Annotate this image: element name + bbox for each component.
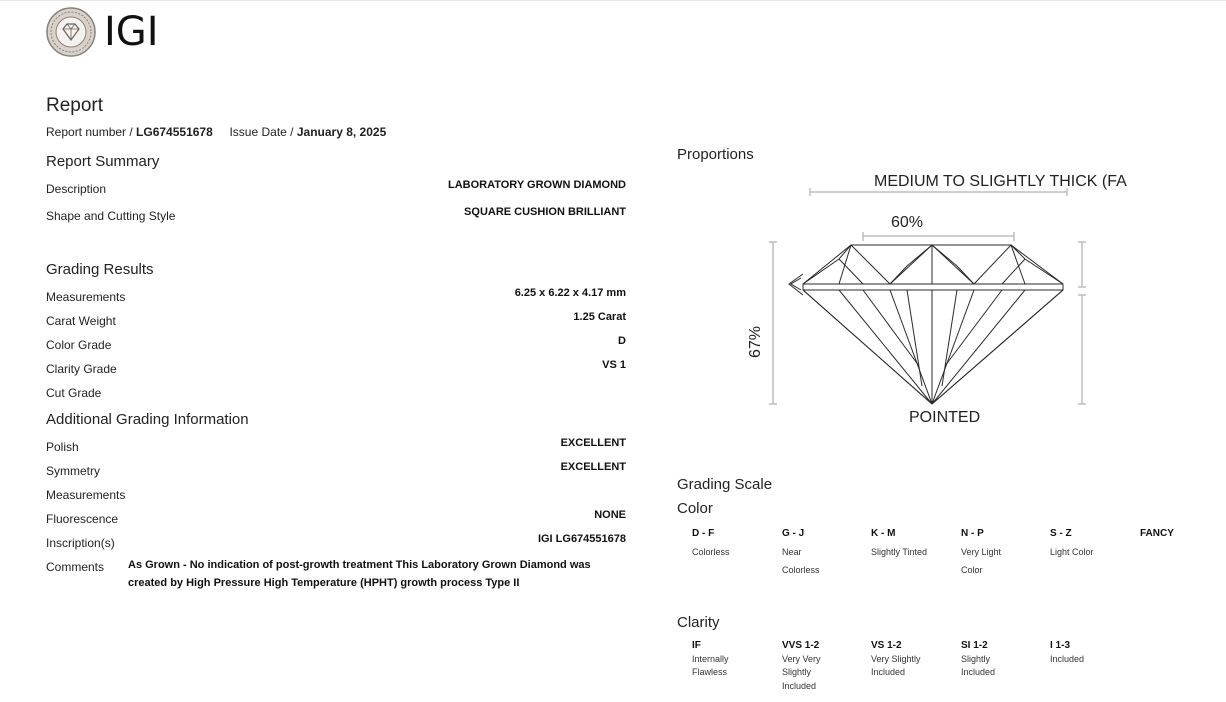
depth-percent-label: 67% xyxy=(747,325,764,358)
clarity-scale-item xyxy=(871,639,921,680)
clarity-desc: Very Very xyxy=(782,653,821,664)
summary-value: LABORATORY GROWN DIAMOND xyxy=(447,179,626,191)
clarity-scale-title: Clarity xyxy=(677,614,720,631)
additional-value: EXCELLENT xyxy=(560,437,626,449)
table-bracket xyxy=(863,232,1014,241)
clarity-desc: Slightly xyxy=(782,667,812,677)
grading-value: D xyxy=(618,335,626,347)
section-title-proportions: Proportions xyxy=(677,146,754,163)
grading-row xyxy=(46,386,626,406)
clarity-grade: I 1-3 xyxy=(1050,640,1071,651)
grading-row xyxy=(46,287,626,310)
color-scale-item xyxy=(782,525,820,579)
clarity-desc: Flawless xyxy=(692,667,728,677)
clarity-scale-item xyxy=(782,639,821,693)
igi-seal-icon xyxy=(46,7,96,57)
color-scale-title: Color xyxy=(677,500,713,517)
grading-label: Cut Grade xyxy=(46,386,102,400)
clarity-desc: Included xyxy=(961,667,996,677)
report-number-label: Report number / xyxy=(46,125,137,139)
color-scale-item xyxy=(692,525,730,561)
table-percent-label: 60% xyxy=(891,214,924,231)
grading-label: Color Grade xyxy=(46,338,112,352)
color-scale-item xyxy=(1050,525,1094,561)
clarity-desc: Slightly xyxy=(961,653,991,664)
clarity-scale-item xyxy=(961,639,995,680)
color-desc: Colorless xyxy=(782,565,820,575)
grading-row xyxy=(46,359,626,382)
clarity-desc: Internally xyxy=(692,653,729,664)
color-grade: D - F xyxy=(692,528,715,539)
igi-logo xyxy=(46,7,159,57)
issue-date-label: Issue Date / xyxy=(229,125,297,139)
color-desc: Light Color xyxy=(1050,547,1094,557)
report-title: Report xyxy=(46,95,104,116)
clarity-grade: IF xyxy=(692,640,701,651)
additional-value: IGI LG674551678 xyxy=(537,533,626,545)
summary-row xyxy=(46,179,626,202)
additional-row xyxy=(46,437,626,460)
color-scale-item xyxy=(961,525,1001,579)
report-meta xyxy=(46,125,386,139)
clarity-desc: Very Slightly xyxy=(871,653,921,664)
additional-row xyxy=(46,461,626,484)
grading-value: 6.25 x 6.22 x 4.17 mm xyxy=(514,287,626,299)
additional-row xyxy=(46,533,626,556)
additional-row xyxy=(46,488,626,508)
color-desc: Near xyxy=(782,547,802,557)
color-desc: Color xyxy=(961,565,983,575)
summary-label: Shape and Cutting Style xyxy=(46,209,176,223)
report-number: LG674551678 xyxy=(136,125,213,139)
comments-label: Comments xyxy=(46,560,105,574)
color-scale-item xyxy=(1140,525,1174,543)
summary-row xyxy=(46,206,626,229)
summary-value: SQUARE CUSHION BRILLIANT xyxy=(464,206,626,218)
depth-bracket xyxy=(769,242,777,404)
additional-value: NONE xyxy=(594,509,626,521)
color-grade: FANCY xyxy=(1140,528,1174,539)
clarity-grade: VS 1-2 xyxy=(871,640,902,651)
color-grade: K - M xyxy=(871,528,896,539)
additional-label: Measurements xyxy=(46,488,126,502)
grading-row xyxy=(46,311,626,334)
additional-label: Fluorescence xyxy=(46,512,119,526)
clarity-grade: SI 1-2 xyxy=(961,640,988,651)
summary-label: Description xyxy=(46,182,107,196)
clarity-scale-item xyxy=(1050,639,1084,666)
diamond-outline xyxy=(789,245,1063,404)
clarity-desc: Included xyxy=(1050,653,1085,664)
clarity-desc: Included xyxy=(871,667,906,677)
grading-label: Measurements xyxy=(46,290,126,304)
grading-label: Carat Weight xyxy=(46,314,116,328)
color-desc: Very Light xyxy=(961,547,1002,557)
additional-row xyxy=(46,509,626,532)
color-desc: Slightly Tinted xyxy=(871,547,928,557)
color-desc: Colorless xyxy=(692,547,730,557)
diamond-proportions-diagram xyxy=(677,161,1197,441)
color-grade: S - Z xyxy=(1050,528,1072,539)
additional-value: EXCELLENT xyxy=(560,461,626,473)
girdle-label: MEDIUM TO SLIGHTLY THICK (FA xyxy=(874,173,1127,190)
crown-pavilion-bracket xyxy=(1078,242,1086,404)
grading-label: Clarity Grade xyxy=(46,362,117,376)
grading-value: VS 1 xyxy=(602,359,626,371)
section-title-grading: Grading Results xyxy=(46,261,154,278)
issue-date: January 8, 2025 xyxy=(296,125,387,139)
grading-row xyxy=(46,335,626,358)
color-grade: G - J xyxy=(782,528,805,539)
additional-label: Inscription(s) xyxy=(46,536,115,550)
color-scale-item xyxy=(871,525,927,561)
section-title-additional: Additional Grading Information xyxy=(46,411,249,428)
section-title-grading-scale: Grading Scale xyxy=(677,476,773,493)
brand-name: IGI xyxy=(104,9,159,55)
clarity-grade: VVS 1-2 xyxy=(782,640,820,651)
clarity-scale-item xyxy=(692,639,729,680)
additional-label: Polish xyxy=(46,440,79,454)
grading-value: 1.25 Carat xyxy=(573,311,626,323)
color-grade: N - P xyxy=(961,528,984,539)
clarity-desc: Included xyxy=(782,680,817,691)
additional-label: Symmetry xyxy=(46,464,100,478)
section-title-summary: Report Summary xyxy=(46,153,160,170)
culet-label: POINTED xyxy=(909,409,981,426)
comments-text: As Grown - No indication of post-growth treatment This Laboratory Grown Diamond was created by High Pressure High Temperature (HPHT) growth process Type II xyxy=(128,559,591,589)
